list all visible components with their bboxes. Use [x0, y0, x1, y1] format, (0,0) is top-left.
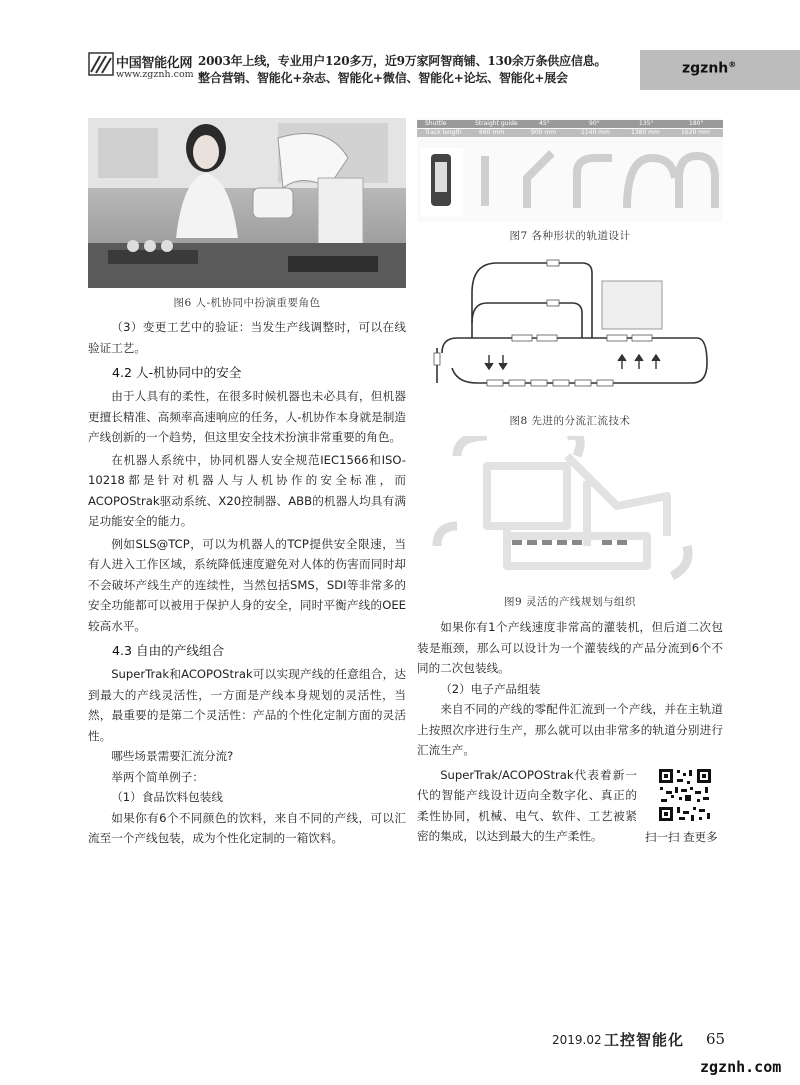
fig7-caption: 图7 各种形状的轨道设计 [509, 230, 631, 242]
magazine-name: 工控智能化 [604, 1031, 685, 1049]
fig9-caption: 图9 灵活的产线规划与组织 [503, 596, 637, 608]
page-header [0, 0, 800, 88]
fig7-illustration [417, 118, 723, 222]
fig7-col2-shape: 45° [539, 120, 550, 127]
fig7-col1-length: 660 mm [479, 129, 505, 136]
fig7-col2-length: 900 mm [531, 129, 557, 136]
heading-4-2: 4.2 人-机协同中的安全 [112, 365, 242, 380]
fig7-track-length-label: Track length [425, 129, 462, 136]
left-para-6: 哪些场景需要汇流分流? [111, 749, 234, 763]
closing-block [417, 765, 723, 875]
site-logo-icon [88, 52, 114, 76]
left-column [88, 118, 406, 849]
right-para-4: SuperTrak/ACOPOStrak代表着新一代的智能产线设计迈向全数字化、真正的柔性协同，机械、电气、软件、工艺被紧密的集成，以达到最大的生产柔性。 [417, 767, 637, 843]
left-para-8: （1）食品饮料包装线 [111, 790, 223, 804]
right-para-2: （2）电子产品组装 [440, 681, 541, 696]
site-url: www.zgznh.com [116, 69, 194, 80]
watermark: zgznh.com [700, 1058, 782, 1076]
fig7-col3-length: 1140 mm [581, 129, 610, 136]
fig8-illustration [417, 253, 723, 411]
fig8-caption: 图8 先进的分流汇流技术 [509, 415, 631, 427]
site-name: 中国智能化网 [116, 56, 193, 71]
fig6-illustration [88, 118, 406, 288]
fig7-col5-length: 1620 mm [681, 129, 710, 136]
fig7-col3-shape: 90° [589, 120, 600, 127]
brand-bar [640, 50, 800, 90]
header-slogan-1: 2003年上线，专业用户120多万，近9万家阿智商铺、130余万条供应信息。 [198, 54, 607, 68]
fig7-col4-shape: 135° [639, 120, 654, 127]
qr-caption: 扫一扫 查更多 [645, 829, 718, 844]
fig6-caption: 图6 人-机协同中扮演重要角色 [173, 297, 321, 309]
fig7-col5-shape: 180° [689, 120, 704, 127]
right-para-3: 来自不同的产线的零配件汇流到一个产线，并在主轨道上按照次序进行生产，那么就可以由非常多的轨道分别进行汇流生产。 [417, 702, 723, 757]
fig9-layout-illustration [417, 436, 723, 592]
page-number: 65 [706, 1030, 726, 1048]
left-para-1: （3）变更工艺中的验证：当发生产线调整时，可以在线验证工艺。 [88, 320, 406, 355]
fig7-col1-shape: Straight guide [475, 120, 518, 127]
fig7-col4-length: 1380 mm [631, 129, 660, 136]
fig6-photo [88, 118, 406, 288]
qr-code-icon[interactable] [657, 767, 713, 823]
issue-date: 2019.02 [552, 1033, 602, 1047]
fig9-illustration [417, 436, 723, 592]
left-para-4: 例如SLS@TCP，可以为机器人的TCP提供安全限速，当有人进入工作区域，系统降低速度避免对人体的伤害而同时却不会破坏产线生产的连续性，当然包括SMS，SDI等非常多的安全功能都可以被用于保护人身的安全，同时平衡产线的OEE较高水平。 [88, 536, 406, 633]
left-para-3: 在机器人系统中，协同机器人安全规范IEC1566和ISO-10218都是针对机器人与人机协作的安全标准，而ACOPOStrak驱动系统、X20控制器、ABB的机器人均具有满足功能安全的能力。 [88, 452, 406, 528]
heading-4-3: 4.3 自由的产线组合 [112, 643, 225, 658]
fig7-track-shapes [417, 118, 723, 222]
fig8-merge-diagram [417, 253, 723, 411]
left-para-7: 举两个简单例子： [111, 769, 204, 784]
header-slogan-2: 整合营销、智能化+杂志、智能化+微信、智能化+论坛、智能化+展会 [198, 71, 568, 85]
fig7-shuttle-label: Shuttle [425, 120, 447, 127]
left-para-9: 如果你有6个不同颜色的饮料，来自不同的产线，可以汇流至一个产线包装，成为个性化定制的一箱饮料。 [88, 810, 406, 845]
left-para-5: SuperTrak和ACOPOStrak可以实现产线的任意组合，达到最大的产线灵活性，一方面是产线本身规划的灵活性，当然，最重要的是第二个灵活性：产品的个性化定制方面的灵活性。 [88, 667, 406, 743]
brand-name: zgznh® [682, 60, 737, 77]
right-column [417, 118, 723, 875]
right-para-1: 如果你有1个产线速度非常高的灌装机，但后道二次包装是瓶颈，那么可以设计为一个灌装线的产品分流到6个不同的二次包装线。 [417, 620, 723, 675]
left-para-2: 由于人具有的柔性，在很多时候机器也未必具有，但机器更擅长精准、高频率高速响应的任务，人-机协作本身就是制造产线创新的一个趋势，但这里安全技术扮演非常重要的角色。 [88, 389, 406, 444]
